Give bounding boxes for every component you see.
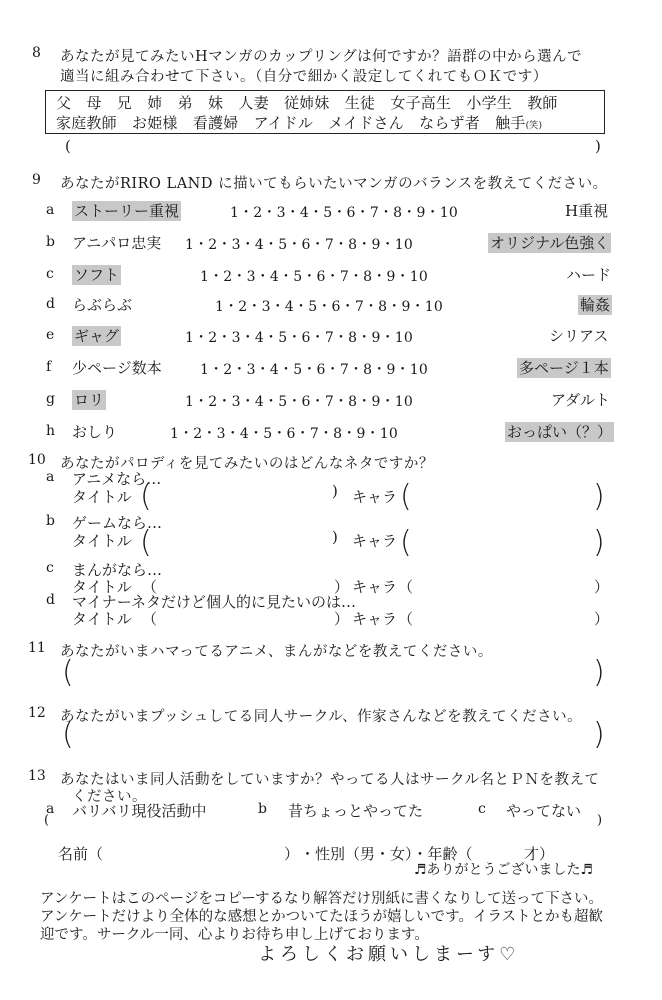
q10-item-letter: d (46, 592, 55, 608)
q9-row-scale[interactable]: 1・2・3・4・5・6・7・8・9・10 (185, 237, 413, 253)
q8-word-list-note: (笑) (525, 121, 543, 131)
q9-row-scale[interactable]: 1・2・3・4・5・6・7・8・9・10 (185, 330, 413, 346)
q13-option-letter: c (478, 801, 486, 817)
close-paren: ） (334, 610, 350, 628)
q9-row-left-label: ソフト (74, 266, 120, 284)
q10-item-letter: c (46, 560, 54, 576)
q13-option-a[interactable]: バリバリ現役活動中 (72, 802, 207, 820)
q10-title-label: タイトル (72, 532, 132, 550)
q12-number: 12 (28, 705, 46, 721)
q10-title-label: タイトル (72, 610, 132, 628)
thanks-note: ♬ありがとうございました♬ (414, 862, 594, 878)
q12-question: あなたがいまプッシュしてる同人サークル、作家さんなどを教えてください。 (60, 709, 583, 725)
close-paren: ） (594, 578, 610, 596)
q9-row-letter: b (46, 234, 55, 250)
q13-option-letter: b (258, 801, 267, 817)
q9-row-left-label: ストーリー重視 (74, 202, 180, 220)
q9-row-right-label: オリジナル色強く (490, 234, 610, 252)
q9-row-letter: f (46, 359, 52, 375)
open-paren: （ (398, 610, 414, 628)
closing-message: よろしくお願いしまーす♡ (258, 944, 520, 965)
close-paren: ) (332, 528, 338, 546)
q9-row-right-label: シリアス (549, 327, 609, 345)
close-paren: ) (332, 482, 338, 500)
q9-row-scale[interactable]: 1・2・3・4・5・6・7・8・9・10 (215, 299, 443, 315)
q10-item-label: アニメなら… (72, 470, 162, 488)
q9-row-right-label: アダルト (551, 391, 610, 409)
open-paren: ( (400, 525, 412, 560)
q11-answer-field[interactable] (75, 662, 590, 686)
q8-number: 8 (32, 45, 41, 61)
q10-chara-field[interactable] (416, 608, 591, 626)
q8-word-list-box (45, 90, 605, 134)
q9-row-scale[interactable]: 1・2・3・4・5・6・7・8・9・10 (170, 426, 398, 442)
q9-row-left-label: らぶらぶ (72, 296, 133, 314)
q9-row-right-label: 輪姦 (580, 296, 611, 314)
q10-title-field[interactable] (152, 486, 332, 508)
open-paren: ( (44, 813, 50, 828)
q10-item-label: マイナーネタだけど個人的に見たいのは… (72, 593, 356, 611)
q10-chara-field[interactable] (412, 530, 592, 552)
open-paren: ( (400, 479, 412, 514)
q9-row-left-label: アニパロ忠実 (72, 234, 162, 252)
close-paren: ） (334, 578, 350, 596)
q10-item-letter: a (46, 469, 55, 485)
q9-row-left-label: ロリ (74, 391, 105, 409)
q8-answer-field[interactable] (80, 140, 590, 158)
open-paren: （ (398, 578, 414, 596)
open-paren: （ (142, 578, 158, 596)
q12-answer-field[interactable] (75, 724, 590, 748)
q8-question-line1: あなたが見てみたいHマンガのカップリングは何ですか？語群の中から選んで (60, 49, 583, 65)
q9-row-right-label: H重視 (565, 202, 609, 220)
q13-question-line1: あなたはいま同人活動をしていますか？やってる人はサークル名とＰＮを教えて (60, 772, 600, 788)
q9-row-letter: h (46, 423, 56, 439)
q13-circle-name-field[interactable] (56, 815, 591, 831)
open-paren: ( (62, 655, 74, 690)
q13-question-line2: ください。 (72, 789, 147, 805)
footer-line1: アンケートはこのページをコピーするなり解答だけ別紙に書くなりして送って下さい。 (40, 891, 604, 907)
q8-word-list-line2: 家庭教師 お姫様 看護婦 アイドル メイドさん ならず者 触手 (56, 114, 526, 132)
footer-line2: アンケートだけより全体的な感想とかついてたほうが嬉しいです。イラストとかも超歓 (40, 909, 604, 925)
q8-word-list-line1: 父 母 兄 姉 弟 妹 人妻 従姉妹 生徒 女子高生 小学生 教師 (56, 94, 558, 112)
q10-chara-label: キャラ (352, 578, 398, 596)
q9-row-letter: c (46, 266, 54, 282)
profile-name-field[interactable] (110, 843, 280, 861)
close-paren: ） (594, 610, 610, 628)
open-paren: ( (140, 479, 152, 514)
q13-option-b[interactable]: 昔ちょっとやってた (288, 802, 424, 820)
q10-item-letter: b (46, 513, 55, 529)
close-paren: ) (593, 717, 605, 752)
close-paren: ) (593, 655, 605, 690)
q9-row-scale[interactable]: 1・2・3・4・5・6・7・8・9・10 (185, 394, 413, 410)
q9-row-letter: g (46, 391, 55, 407)
q9-row-left-label: 少ページ数本 (72, 359, 162, 377)
q8-answer-open-paren: ( (65, 137, 71, 155)
close-paren: ) (593, 479, 605, 514)
open-paren: ( (140, 525, 152, 560)
q13-number: 13 (28, 768, 46, 784)
q9-row-left-label: ギャグ (74, 327, 120, 345)
q9-row-letter: a (46, 202, 55, 218)
q9-number: 9 (32, 172, 41, 188)
q10-item-label: まんがなら… (72, 561, 163, 579)
q9-row-scale[interactable]: 1・2・3・4・5・6・7・8・9・10 (200, 362, 428, 378)
q11-question: あなたがいまハマってるアニメ、まんがなどを教えてください。 (60, 644, 493, 660)
q10-chara-label: キャラ (352, 488, 398, 506)
q10-chara-field[interactable] (412, 486, 592, 508)
close-paren: ) (597, 813, 603, 828)
q13-option-letter: a (46, 801, 55, 817)
close-paren: ） (284, 845, 300, 863)
q9-row-letter: d (46, 296, 55, 312)
q9-row-left-label: おしり (72, 423, 118, 441)
q9-question: あなたがRIRO LAND に描いてもらいたいマンガのバランスを教えてください。 (60, 176, 608, 192)
q10-chara-field[interactable] (416, 576, 591, 594)
q10-question: あなたがパロディを見てみたいのはどんなネタですか？ (60, 456, 434, 472)
q10-chara-label: キャラ (352, 532, 398, 550)
q11-number: 11 (28, 640, 46, 656)
q10-item-label: ゲームなら… (72, 514, 163, 532)
q9-row-right-label: おっぱい（？） (507, 423, 613, 441)
q9-row-scale[interactable]: 1・2・3・4・5・6・7・8・9・10 (200, 269, 428, 285)
q8-question-line2: 適当に組み合わせて下さい。（自分で細かく設定してくれてもＯＫです） (60, 69, 548, 85)
q10-title-label: タイトル (72, 488, 132, 506)
open-paren: （ (142, 610, 158, 628)
q9-row-scale[interactable]: 1・2・3・4・5・6・7・8・9・10 (230, 205, 458, 221)
q9-row-right-label: ハード (566, 266, 612, 284)
q9-row-right-label: 多ページ１本 (519, 359, 609, 377)
open-paren: ( (62, 717, 74, 752)
footer-line3: 迎です。サークル一同、心よりお待ち申し上げております。 (40, 927, 429, 943)
profile-name-label: 名前（ (58, 845, 104, 863)
close-paren: ) (593, 525, 605, 560)
q10-title-label: タイトル (72, 578, 132, 596)
q10-chara-label: キャラ (352, 610, 398, 628)
profile-age-suffix: 才） (524, 845, 555, 863)
profile-gender-age-label[interactable]: ・性別（男・女）・年齢（ (300, 845, 473, 863)
q9-row-letter: e (46, 327, 55, 343)
q10-title-field[interactable] (152, 530, 332, 552)
q10-number: 10 (28, 452, 46, 468)
q10-title-field[interactable] (160, 608, 330, 626)
q13-option-c[interactable]: やってない (506, 802, 582, 820)
q8-word-list-line2-wrap (56, 113, 594, 136)
q8-answer-close-paren: ) (595, 137, 601, 155)
